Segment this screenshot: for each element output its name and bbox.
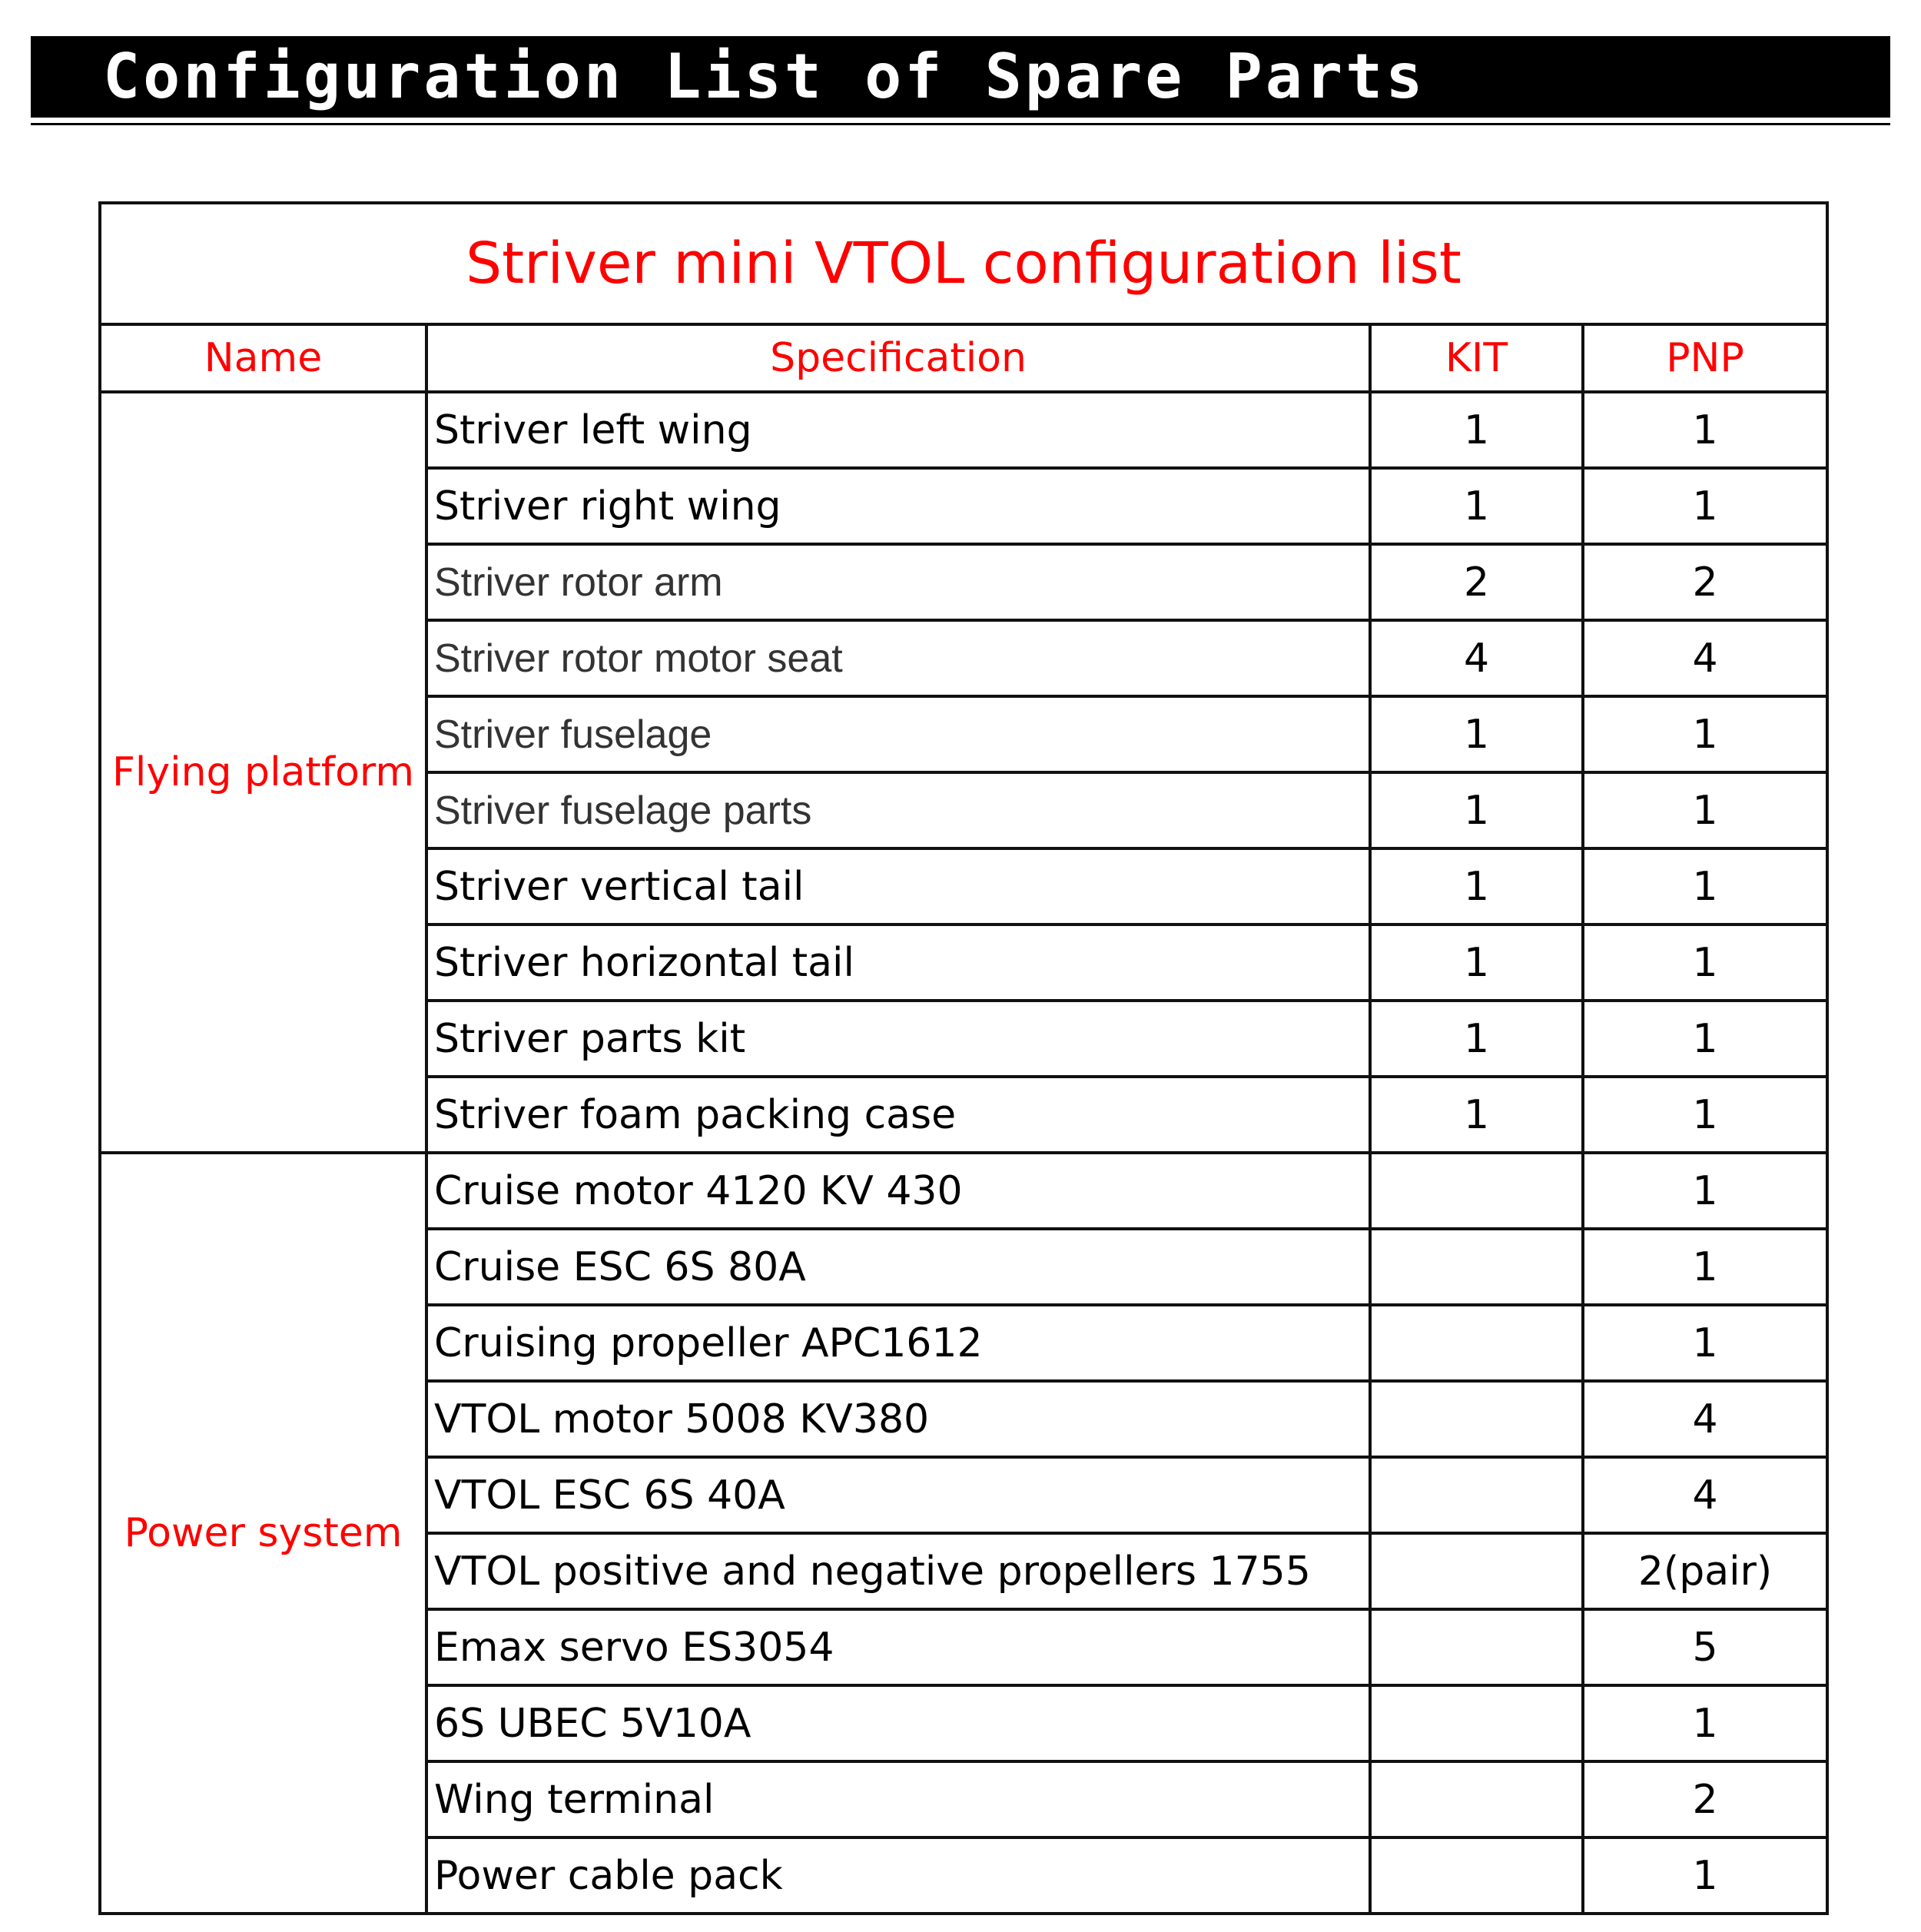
table-row [100, 392, 1827, 468]
column-header-name: Name [100, 324, 426, 392]
pnp-qty-cell: 1 [1583, 1077, 1827, 1153]
banner-underline [31, 123, 1890, 125]
spec-cell: Striver horizontal tail [426, 925, 1370, 1001]
group-name-flying-platform: Flying platform [100, 392, 426, 1153]
pnp-qty-cell: 4 [1583, 620, 1827, 696]
group-name-power-system: Power system [100, 1153, 426, 1914]
spec-cell: Striver parts kit [426, 1001, 1370, 1077]
kit-qty-cell [1370, 1533, 1583, 1609]
kit-qty-cell [1370, 1153, 1583, 1229]
kit-qty-cell: 1 [1370, 1001, 1583, 1077]
spec-cell: Striver left wing [426, 392, 1370, 468]
kit-qty-cell: 1 [1370, 772, 1583, 848]
spec-cell: Wing terminal [426, 1761, 1370, 1837]
spec-cell: Striver rotor arm [426, 544, 1370, 620]
spec-cell: Striver fuselage [426, 696, 1370, 772]
spec-cell: VTOL ESC 6S 40A [426, 1457, 1370, 1533]
title-banner [31, 36, 1890, 118]
pnp-qty-cell: 1 [1583, 925, 1827, 1001]
kit-qty-cell [1370, 1305, 1583, 1381]
pnp-qty-cell: 1 [1583, 772, 1827, 848]
pnp-qty-cell: 1 [1583, 1305, 1827, 1381]
pnp-qty-cell: 2 [1583, 1761, 1827, 1837]
page-title: Configuration List of Spare Parts [103, 41, 1426, 112]
pnp-qty-cell: 5 [1583, 1609, 1827, 1685]
pnp-qty-cell: 1 [1583, 1153, 1827, 1229]
spec-cell: Striver fuselage parts [426, 772, 1370, 848]
spec-cell: Striver rotor motor seat [426, 620, 1370, 696]
pnp-qty-cell: 4 [1583, 1381, 1827, 1457]
pnp-qty-cell: 1 [1583, 1001, 1827, 1077]
spec-cell: Striver vertical tail [426, 848, 1370, 925]
spec-cell: Striver foam packing case [426, 1077, 1370, 1153]
pnp-qty-cell: 1 [1583, 1837, 1827, 1914]
kit-qty-cell [1370, 1609, 1583, 1685]
spec-cell: 6S UBEC 5V10A [426, 1685, 1370, 1761]
kit-qty-cell: 1 [1370, 925, 1583, 1001]
kit-qty-cell [1370, 1381, 1583, 1457]
spec-cell: Cruising propeller APC1612 [426, 1305, 1370, 1381]
pnp-qty-cell: 2(pair) [1583, 1533, 1827, 1609]
table-title: Striver mini VTOL configuration list [100, 203, 1827, 324]
pnp-qty-cell: 1 [1583, 696, 1827, 772]
pnp-qty-cell: 1 [1583, 1229, 1827, 1305]
spec-cell: VTOL positive and negative propellers 1755 [426, 1533, 1370, 1609]
kit-qty-cell: 1 [1370, 392, 1583, 468]
kit-qty-cell [1370, 1761, 1583, 1837]
kit-qty-cell [1370, 1457, 1583, 1533]
spec-cell: Striver right wing [426, 468, 1370, 544]
kit-qty-cell: 1 [1370, 468, 1583, 544]
table-row [100, 1153, 1827, 1229]
kit-qty-cell: 1 [1370, 1077, 1583, 1153]
kit-qty-cell: 4 [1370, 620, 1583, 696]
spec-cell: Power cable pack [426, 1837, 1370, 1914]
pnp-qty-cell: 2 [1583, 544, 1827, 620]
kit-qty-cell: 2 [1370, 544, 1583, 620]
kit-qty-cell: 1 [1370, 848, 1583, 925]
pnp-qty-cell: 4 [1583, 1457, 1827, 1533]
pnp-qty-cell: 1 [1583, 392, 1827, 468]
spec-cell: Cruise ESC 6S 80A [426, 1229, 1370, 1305]
pnp-qty-cell: 1 [1583, 468, 1827, 544]
kit-qty-cell [1370, 1837, 1583, 1914]
pnp-qty-cell: 1 [1583, 1685, 1827, 1761]
column-header-specification: Specification [426, 324, 1370, 392]
configuration-table [98, 201, 1829, 1915]
column-header-pnp: PNP [1583, 324, 1827, 392]
spec-cell: Cruise motor 4120 KV 430 [426, 1153, 1370, 1229]
spec-cell: VTOL motor 5008 KV380 [426, 1381, 1370, 1457]
kit-qty-cell [1370, 1229, 1583, 1305]
pnp-qty-cell: 1 [1583, 848, 1827, 925]
kit-qty-cell: 1 [1370, 696, 1583, 772]
column-header-kit: KIT [1370, 324, 1583, 392]
spec-cell: Emax servo ES3054 [426, 1609, 1370, 1685]
kit-qty-cell [1370, 1685, 1583, 1761]
